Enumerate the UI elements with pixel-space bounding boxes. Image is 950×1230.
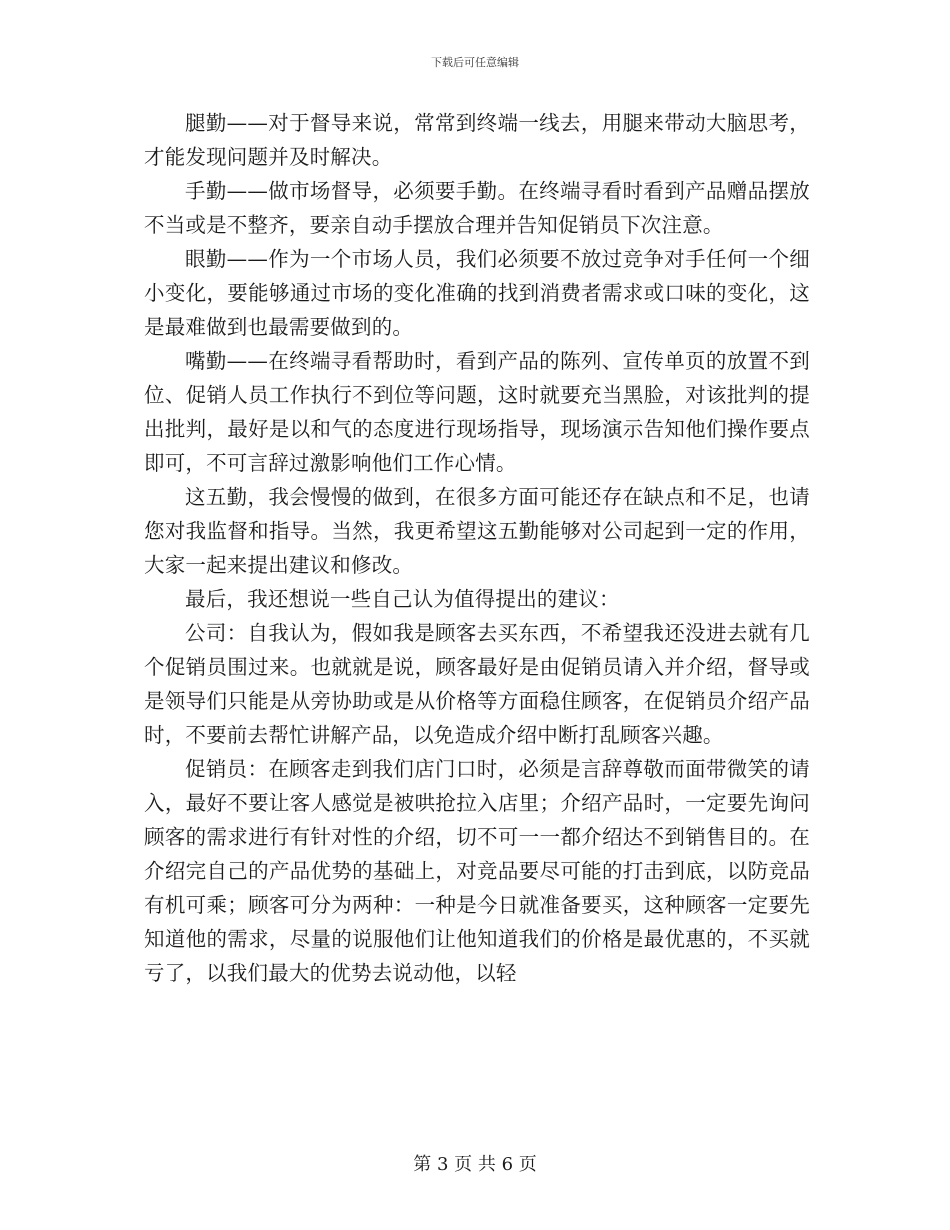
document-body: [144, 106, 810, 990]
paragraph-promoter-suggestion: 促销员：在顾客走到我们店门口时，必须是言辞尊敬而面带微笑的请入，最好不要让客人感觉是被哄抢拉入店里；介绍产品时，一定要先询问顾客的需求进行有针对性的介绍，切不可一一都介绍达不到销售目的。在介绍完自己的产品优势的基础上，对竞品要尽可能的打击到底，以防竞品有机可乘；顾客可分为两种：一种是今日就准备要买，这种顾客一定要先知道他的需求，尽量的说服他们让他知道我们的价格是最优惠的，不买就亏了，以我们最大的优势去说动他，以轻: [144, 757, 810, 985]
paragraph-legs-diligence: 腿勤——对于督导来说，常常到终端一线去，用腿来带动大脑思考，才能发现问题并及时解决。: [144, 111, 810, 169]
paragraph-mouth-diligence: 嘴勤——在终端寻看帮助时，看到产品的陈列、宣传单页的放置不到位、促销人员工作执行不到位等问题，这时就要充当黑脸，对该批判的提出批判，最好是以和气的态度进行现场指导，现场演示告知他们操作要点即可，不可言辞过激影响他们工作心情。: [144, 349, 810, 475]
paragraph-suggestions-intro: 最后，我还想说一些自己认为值得提出的建议：: [185, 587, 620, 611]
paragraph-company-suggestion: 公司：自我认为，假如我是顾客去买东西，不希望我还没进去就有几个促销员围过来。也就就是说，顾客最好是由促销员请入并介绍，督导或是领导们只能是从旁协助或是从价格等方面稳住顾客，在促销员介绍产品时，不要前去帮忙讲解产品，以免造成介绍中断打乱顾客兴趣。: [144, 621, 810, 747]
paragraph-hands-diligence: 手勤——做市场督导，必须要手勤。在终端寻看时看到产品赠品摆放不当或是不整齐，要亲自动手摆放合理并告知促销员下次注意。: [144, 179, 810, 237]
paragraph-eyes-diligence: 眼勤——作为一个市场人员，我们必须要不放过竞争对手任何一个细小变化，要能够通过市场的变化准确的找到消费者需求或口味的变化，这是最难做到也最需要做到的。: [144, 247, 810, 339]
page-number-footer: 第 3 页 共 6 页: [413, 1154, 537, 1175]
page-header: 下载后可任意编辑: [431, 56, 519, 69]
paragraph-five-diligences-summary: 这五勤，我会慢慢的做到，在很多方面可能还存在缺点和不足，也请您对我监督和指导。当然，我更希望这五勤能够对公司起到一定的作用，大家一起来提出建议和修改。: [144, 485, 810, 577]
